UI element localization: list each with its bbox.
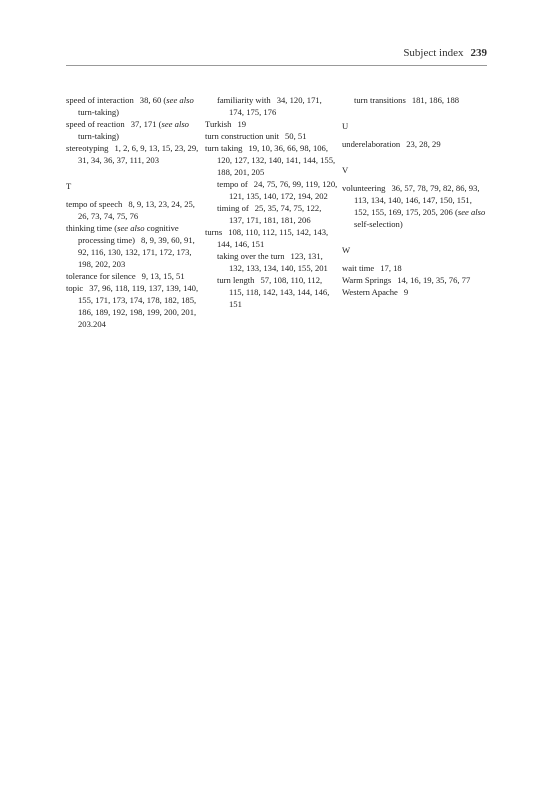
index-term: turns — [205, 227, 223, 237]
page-references: 123, 131, 132, 133, 134, 140, 155, 201 — [229, 251, 328, 273]
page-references: 9, 13, 15, 51 — [141, 271, 185, 281]
index-term: speed of interaction — [66, 95, 134, 105]
index-term: volunteering — [342, 183, 386, 193]
index-term: tolerance for silence — [66, 271, 136, 281]
page-references: 108, 110, 112, 115, 142, 143, 144, 146, 151 — [217, 227, 329, 249]
page-references: 36, 57, 78, 79, 82, 86, 93, 113, 134, 140, 146, 147, 150, 151, 152, 155, 169, 175, 205, 206 ( — [354, 183, 480, 217]
index-entry — [66, 270, 204, 282]
page-references: 17, 18 — [380, 263, 402, 273]
index-term: Turkish — [205, 119, 232, 129]
page-references: 8, 9, 39, 60, 91, 92, 116, 130, 132, 171, 172, 173, 198, 202, 203 — [78, 235, 195, 269]
index-term: Western Apache — [342, 287, 398, 297]
index-entry — [205, 142, 338, 178]
page-references: 57, 108, 110, 112, 115, 118, 142, 143, 144, 146, 151 — [229, 275, 330, 309]
cross-reference-label: see also — [117, 223, 145, 233]
index-entry — [205, 118, 338, 130]
index-term: underelaboration — [342, 139, 401, 149]
index-term: turn length — [217, 275, 255, 285]
cross-reference-also: also — [179, 95, 194, 105]
header-title: Subject index — [403, 47, 464, 59]
page-references: 24, 75, 76, 99, 119, 120, 121, 135, 140, 172, 194, 202 — [229, 179, 338, 201]
index-subentry — [205, 94, 338, 118]
index-entry — [205, 130, 338, 142]
page-references: 50, 51 — [285, 131, 307, 141]
index-subentry — [205, 250, 338, 274]
cross-reference-target: turn-taking) — [78, 107, 120, 117]
cross-reference-target: turn-taking) — [78, 131, 120, 141]
index-subentry — [205, 202, 338, 226]
index-term: Warm Springs — [342, 275, 392, 285]
cross-reference-label: see — [161, 119, 173, 129]
page-references: 8, 9, 13, 23, 24, 25, 26, 73, 74, 75, 76 — [78, 199, 195, 221]
index-term: turn taking — [205, 143, 243, 153]
page-references: 34, 120, 171, 174, 175, 176 — [229, 95, 322, 117]
index-term: wait time — [342, 263, 375, 273]
page-references: 38, 60 ( — [139, 95, 167, 105]
page-references: 37, 96, 118, 119, 137, 139, 140, 155, 171, 173, 174, 178, 182, 185, 186, 189, 192, 198, 199, 200, 201, 203.204 — [78, 283, 199, 329]
page-number: 239 — [470, 47, 487, 59]
index-term: taking over the turn — [217, 251, 285, 261]
page-references: 19, 10, 36, 66, 98, 106, 120, 127, 132, 140, 141, 144, 155, 188, 201, 205 — [217, 143, 336, 177]
page-references: 19 — [237, 119, 247, 129]
index-term: familiarity with — [217, 95, 271, 105]
page-references: 37, 171 ( — [130, 119, 162, 129]
cross-reference-also: also — [174, 119, 189, 129]
cross-reference-target: self-selection) — [354, 219, 403, 229]
cross-reference-target: cognitive processing time) — [78, 223, 179, 245]
index-entry — [342, 262, 488, 274]
page-references: 14, 16, 19, 35, 76, 77 — [397, 275, 471, 285]
index-term: turn transitions — [354, 95, 406, 105]
index-entry — [66, 222, 204, 270]
index-entry — [205, 226, 338, 250]
index-entry — [342, 274, 488, 286]
page-references: 181, 186, 188 — [411, 95, 460, 105]
index-entry — [66, 94, 204, 118]
index-entry — [66, 282, 204, 330]
index-entry — [66, 142, 204, 166]
index-subentry — [205, 178, 338, 202]
index-term: timing of — [217, 203, 249, 213]
letter-heading: U — [342, 121, 349, 131]
index-column-2 — [205, 94, 338, 310]
index-entry — [342, 138, 488, 150]
index-term: speed of reaction — [66, 119, 125, 129]
page-references: 25, 35, 74, 75, 122, 137, 171, 181, 181, 206 — [229, 203, 322, 225]
index-term: tempo of — [217, 179, 248, 189]
letter-heading: T — [66, 181, 72, 191]
index-column-1 — [66, 94, 204, 330]
index-entry — [66, 198, 204, 222]
index-term: tempo of speech — [66, 199, 123, 209]
index-subentry — [205, 274, 338, 310]
index-term: stereotyping — [66, 143, 109, 153]
page-references: 9 — [403, 287, 409, 297]
index-entry — [342, 286, 488, 298]
index-term: thinking time ( — [66, 223, 118, 233]
header-rule — [66, 65, 487, 66]
index-entry — [342, 182, 488, 230]
letter-heading: V — [342, 165, 349, 175]
index-term: turn construction unit — [205, 131, 279, 141]
index-entry — [66, 118, 204, 142]
index-term: topic — [66, 283, 84, 293]
cross-reference-label: see — [166, 95, 178, 105]
index-column-3 — [342, 94, 488, 298]
page-references: 23, 28, 29 — [406, 139, 441, 149]
index-subentry — [342, 94, 488, 106]
cross-reference-label: see also — [457, 207, 486, 217]
running-header — [66, 47, 487, 59]
letter-heading: W — [342, 245, 351, 255]
page-references: 1, 2, 6, 9, 13, 15, 23, 29, 31, 34, 36, 37, 111, 203 — [78, 143, 199, 165]
